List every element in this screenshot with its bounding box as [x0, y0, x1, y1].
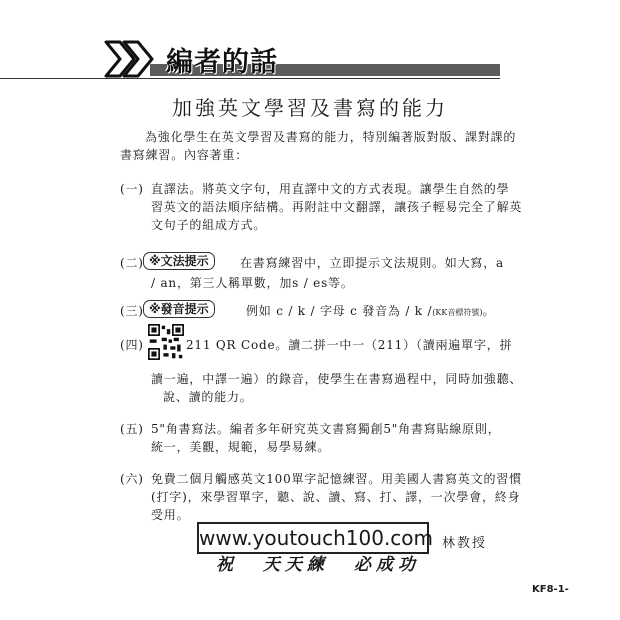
item-5-number: (五) — [120, 422, 144, 436]
pronunciation-tip-tag — [143, 298, 215, 318]
item-4-line-2: 讀一遍，中譯一遍）的錄音，使學生在書寫過程中，同時加強聽、 — [151, 372, 523, 386]
author-signature: 林教授 — [442, 536, 488, 551]
grammar-tip-label: ※文法提示 — [143, 252, 215, 270]
pronunciation-tip-label: ※發音提示 — [143, 300, 215, 318]
item-2-line-2: / an，第三人稱單數，加s / es等。 — [151, 276, 354, 290]
page-number: KF8-1- — [532, 584, 569, 595]
slogan: 祝 天天練 必成功 — [216, 555, 420, 575]
page-subtitle: 加強英文學習及書寫的能力 — [172, 96, 448, 120]
item-5-line-2: 統一，美觀，規範，易學易練。 — [151, 440, 331, 454]
double-arrow-icon — [100, 38, 158, 80]
item-4-number: (四) — [120, 338, 144, 352]
item-2-line-1: 在書寫練習中，立即提示文法規則。如大寫，a — [240, 256, 504, 270]
qr-code-icon[interactable] — [148, 324, 184, 360]
item-3-text: 例如 c / k / 字母 c 發音為 / k / — [246, 304, 433, 318]
item-3-line-1 — [246, 302, 495, 322]
item-6-line-2: (打字)，來學習單字，聽、說、讀、寫、打、譯，一次學會，終身 — [151, 490, 521, 504]
item-4-line-1: 211 QR Code。讀二拼一中一（211）（讀兩遍單字，拼 — [186, 338, 513, 352]
item-1-line-3: 文句子的組成方式。 — [151, 218, 267, 232]
item-4-line-3: 說、讀的能力。 — [163, 390, 253, 404]
item-1-line-2: 習英文的語法順序結構。再附註中文翻譯，讓孩子輕易完全了解英 — [151, 200, 523, 214]
item-3-number: (三) — [120, 304, 144, 318]
item-3-end: 。 — [482, 304, 496, 318]
item-6-number: (六) — [120, 472, 144, 486]
item-5-line-1: 5"角書寫法。編者多年研究英文書寫獨創5"角書寫貼線原則， — [151, 422, 501, 436]
kk-note: (KK音標符號) — [432, 308, 483, 317]
website-url[interactable]: www.youtouch100.com — [197, 522, 429, 554]
page-title: 編者的話 — [166, 47, 278, 78]
item-6-line-1: 免費二個月觸感英文100單字記憶練習。用美國人書寫英文的習慣 — [151, 472, 522, 486]
intro-line-1: 為強化學生在英文學習及書寫的能力，特別編著版對版、課對課的 — [145, 130, 517, 144]
grammar-tip-tag — [143, 250, 215, 270]
item-2-number: (二) — [120, 256, 144, 270]
intro-line-2: 書寫練習。內容著重： — [120, 148, 249, 162]
item-6-line-3: 受用。 — [151, 508, 190, 522]
item-1-number: (一) — [120, 182, 144, 196]
item-1-line-1: 直譯法。將英文字句，用直譯中文的方式表現。讓學生自然的學 — [151, 182, 510, 196]
